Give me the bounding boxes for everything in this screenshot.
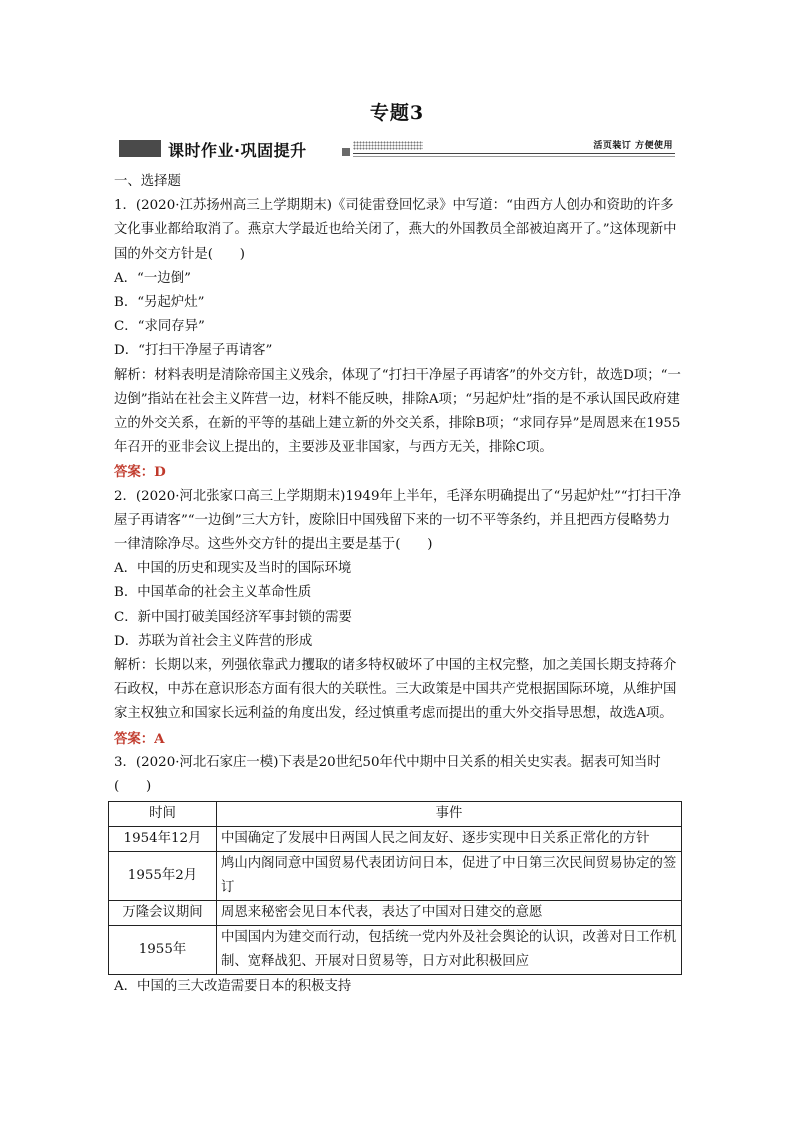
q3-stem: 3．(2020·河北石家庄一模)下表是20世纪50年代中期中日关系的相关史实表。据表可知当时( ) bbox=[114, 754, 661, 795]
q1-answer: 答案：D bbox=[114, 464, 166, 481]
q1-stem: 1．(2020·江苏扬州高三上学期期末)《司徒雷登回忆录》中写道：“由西方人创办和资助的许多文化事业都给取消了。燕京大学最近也给关闭了，燕大的外国教员全部被迫离开了。”这体现新中国的外交方针是( ) bbox=[114, 198, 677, 262]
q2-analysis: 解析：长期以来，列强依靠武力攫取的诸多特权破坏了中国的主权完整，加之美国长期支持蒋介石政权，中苏在意识形态方面有很大的关联性。三大政策是中国共产党根据国际环境，从维护国家主权独立和国家长远利益的角度出发，经过慎重考虑而提出的重大外交指导思想，故选A项。 bbox=[114, 658, 677, 722]
banner-right-note: 活页装订 方便使用 bbox=[593, 141, 673, 151]
table-row bbox=[109, 827, 682, 852]
q2-option-d: D．苏联为首社会主义阵营的形成 bbox=[114, 633, 313, 649]
section-heading: 一、选择题 bbox=[114, 174, 181, 189]
banner-square-icon bbox=[342, 148, 350, 156]
q1-option-c: C．“求同存异” bbox=[114, 319, 205, 335]
table-row bbox=[109, 926, 682, 975]
banner-rule-thin bbox=[353, 156, 675, 157]
table-cell-time: 万隆会议期间 bbox=[109, 901, 217, 926]
q1-analysis: 解析：材料表明是清除帝国主义残余，体现了“打扫干净屋子再请客”的外交方针，故选D项；“一边倒”指站在社会主义阵营一边，材料不能反映，排除A项；“另起炉灶”指的是不承认国民政府建立的外交关系，在新的平等的基础上建立新的外交关系，排除B项；“求同存异”是周恩来在1955年召开的亚非会议上提出的，主要涉及亚非国家，与西方无关，排除C项。 bbox=[114, 367, 681, 456]
question-content bbox=[114, 170, 682, 999]
q2-option-c: C．新中国打破美国经济军事封锁的需要 bbox=[114, 609, 352, 625]
table-header-event: 事件 bbox=[217, 802, 682, 827]
table-cell-time: 1955年 bbox=[109, 926, 217, 975]
table-cell-time: 1955年2月 bbox=[109, 852, 217, 901]
page-title: 专题3 bbox=[369, 102, 425, 124]
table-header-row bbox=[109, 802, 682, 827]
banner-dark-block bbox=[119, 140, 161, 157]
table-cell-event: 周恩来秘密会见日本代表，表达了中国对日建交的意愿 bbox=[217, 901, 682, 926]
banner-dot-pattern bbox=[353, 141, 423, 150]
section-banner bbox=[119, 138, 675, 160]
q2-option-b: B．中国革命的社会主义革命性质 bbox=[114, 585, 312, 601]
table-cell-event: 中国国内为建交而行动，包括统一党内外及社会舆论的认识，改善对日工作机制、宽释战犯、开展对日贸易等，日方对此积极回应 bbox=[217, 926, 682, 975]
table-cell-time: 1954年12月 bbox=[109, 827, 217, 852]
banner-rule bbox=[353, 153, 675, 154]
table-row bbox=[109, 852, 682, 901]
q2-stem: 2．(2020·河北张家口高三上学期期末)1949年上半年，毛泽东明确提出了“另起炉灶”“打扫干净屋子再请客”“一边倒”三大方针，废除旧中国残留下来的一切不平等条约，并且把西方侵略势力一律清除净尽。这些外交方针的提出主要是基于( ) bbox=[114, 488, 682, 553]
q1-option-a: A．“一边倒” bbox=[114, 270, 191, 286]
q3-option-a: A．中国的三大改造需要日本的积极支持 bbox=[114, 979, 352, 995]
table-cell-event: 鸠山内阁同意中国贸易代表团访问日本，促进了中日第三次民间贸易协定的签订 bbox=[217, 852, 682, 901]
banner-title: 课时作业·巩固提升 bbox=[168, 141, 307, 160]
q1-option-b: B．“另起炉灶” bbox=[114, 295, 205, 311]
table-cell-event: 中国确定了发展中日两国人民之间友好、逐步实现中日关系正常化的方针 bbox=[217, 827, 682, 852]
q2-option-a: A．中国的历史和现实及当时的国际环境 bbox=[114, 561, 352, 577]
q3-table bbox=[108, 801, 682, 975]
table-row bbox=[109, 901, 682, 926]
q2-answer: 答案：A bbox=[114, 730, 165, 747]
q1-option-d: D．“打扫干净屋子再请客” bbox=[114, 343, 273, 359]
table-header-time: 时间 bbox=[109, 802, 217, 827]
